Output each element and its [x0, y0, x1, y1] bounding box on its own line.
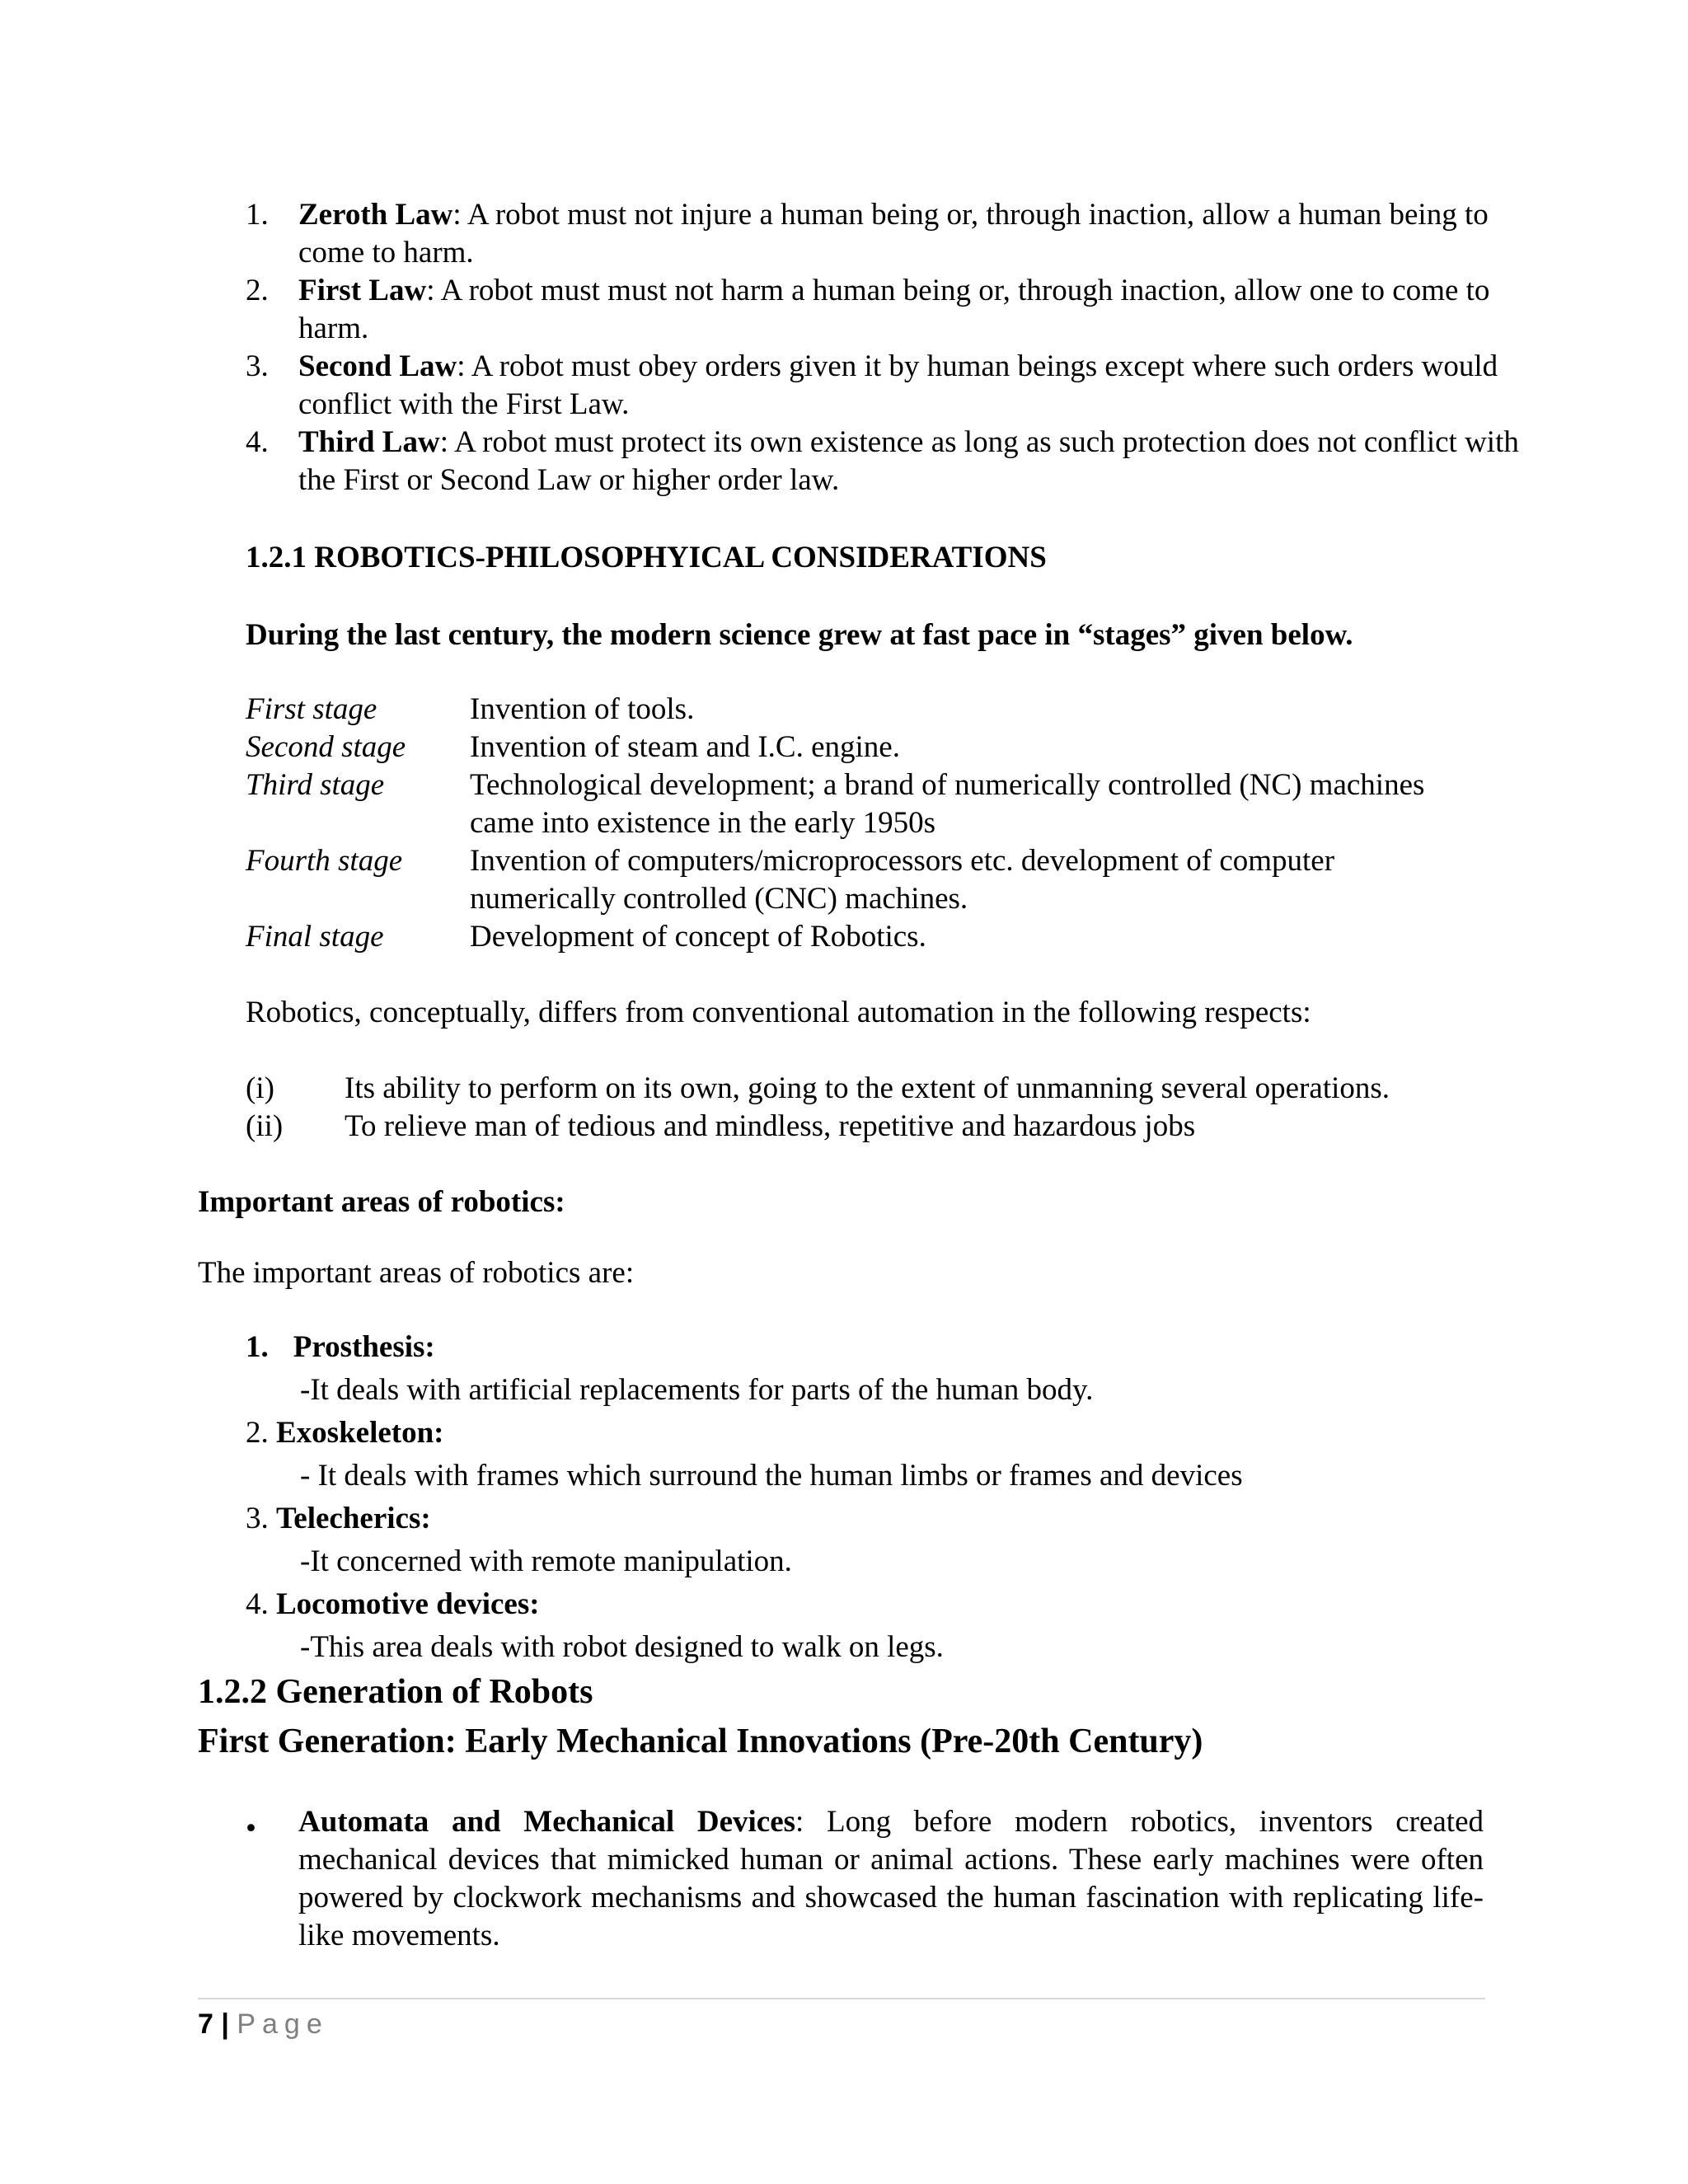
areas-heading: Important areas of robotics:	[198, 1185, 565, 1219]
law-text	[298, 272, 1535, 348]
stage-description: Invention of tools.	[470, 692, 695, 726]
law-description: : A robot must obey orders given it by human beings except where such orders would conflict with the First Law.	[298, 349, 1498, 421]
stage-label: Third stage	[246, 768, 385, 802]
law-number: 2.	[246, 274, 269, 307]
stage-label: Second stage	[246, 730, 406, 764]
area-description: -It concerned with remote manipulation.	[300, 1544, 792, 1578]
law-description: : A robot must must not harm a human being or, through inaction, allow one to come to harm.	[298, 274, 1490, 345]
stage-description: Development of concept of Robotics.	[470, 920, 926, 954]
area-number: 4.	[246, 1587, 269, 1621]
area-number: 1.	[246, 1330, 269, 1364]
area-title: Locomotive devices:	[276, 1587, 540, 1621]
bullet-body: : Long before modern robotics, inventors created mechanical devices that mimicked human or animal actions. These early machines were often powered by clockwork mechanisms and showcased the human fascination with replicating life-like movements.	[298, 1805, 1484, 1952]
stage-label: First stage	[246, 692, 377, 726]
stage-description: Technological development; a brand of numerically controlled (NC) machines came into existence in the early 1950s	[470, 768, 1425, 840]
law-description: : A robot must protect its own existence as long as such protection does not conflict with the First or Second Law or higher order law.	[298, 425, 1519, 497]
law-name: Second Law	[298, 349, 457, 383]
section-heading-121: 1.2.1 ROBOTICS-PHILOSOPHYICAL CONSIDERATIONS	[246, 541, 1047, 574]
area-title: Telecherics:	[276, 1502, 431, 1535]
respect-number: (ii)	[246, 1109, 284, 1143]
area-number: 2.	[246, 1416, 269, 1450]
generation-subheading: First Generation: Early Mechanical Innovations (Pre-20th Century)	[198, 1722, 1203, 1760]
footer-separator: |	[221, 2008, 229, 2040]
area-item-4	[246, 1586, 540, 1624]
law-text	[298, 424, 1535, 499]
respect-text: To relieve man of tedious and mindless, repetitive and hazardous jobs	[345, 1109, 1196, 1143]
law-name: Zeroth Law	[298, 198, 453, 232]
stage-description: Invention of steam and I.C. engine.	[470, 730, 900, 764]
law-number: 3.	[246, 349, 269, 383]
area-item-2	[246, 1414, 444, 1452]
areas-intro: The important areas of robotics are:	[198, 1256, 635, 1290]
area-title: Exoskeleton:	[276, 1416, 444, 1450]
area-title: Prosthesis:	[293, 1330, 435, 1364]
law-number: 4.	[246, 425, 269, 459]
footer-divider	[198, 1998, 1485, 1999]
stage-label: Fourth stage	[246, 844, 403, 878]
section-heading-122: 1.2.2 Generation of Robots	[198, 1673, 593, 1711]
page-footer	[198, 2006, 329, 2042]
respects-intro: Robotics, conceptually, differs from conventional automation in the following respects:	[246, 996, 1311, 1029]
bullet-title: Automata and Mechanical Devices	[298, 1805, 796, 1839]
law-text	[298, 196, 1535, 272]
respect-number: (i)	[246, 1071, 274, 1105]
stage-description: Invention of computers/microprocessors etc. development of computer numerically controlled (CNC) machines.	[470, 844, 1335, 916]
area-number: 3.	[246, 1502, 269, 1535]
page-number: 7	[198, 2008, 213, 2040]
law-name: First Law	[298, 274, 427, 307]
law-number: 1.	[246, 198, 269, 232]
bullet-dot-icon: •	[246, 1811, 256, 1845]
respect-text: Its ability to perform on its own, going to the extent of unmanning several operations.	[345, 1071, 1390, 1105]
area-description: -This area deals with robot designed to walk on legs.	[300, 1630, 944, 1664]
area-description: -It deals with artificial replacements for parts of the human body.	[300, 1373, 1094, 1407]
area-item-1	[246, 1329, 435, 1366]
page-label: Page	[237, 2008, 329, 2040]
stages-intro: During the last century, the modern science grew at fast pace in “stages” given below.	[246, 618, 1353, 652]
law-description: : A robot must not injure a human being or, through inaction, allow a human being to come to harm.	[298, 198, 1489, 269]
law-name: Third Law	[298, 425, 440, 459]
area-description: - It deals with frames which surround the human limbs or frames and devices	[300, 1459, 1243, 1493]
stage-label: Final stage	[246, 920, 384, 954]
law-text	[298, 348, 1535, 424]
bullet-paragraph	[298, 1803, 1484, 1955]
area-item-3	[246, 1500, 431, 1538]
